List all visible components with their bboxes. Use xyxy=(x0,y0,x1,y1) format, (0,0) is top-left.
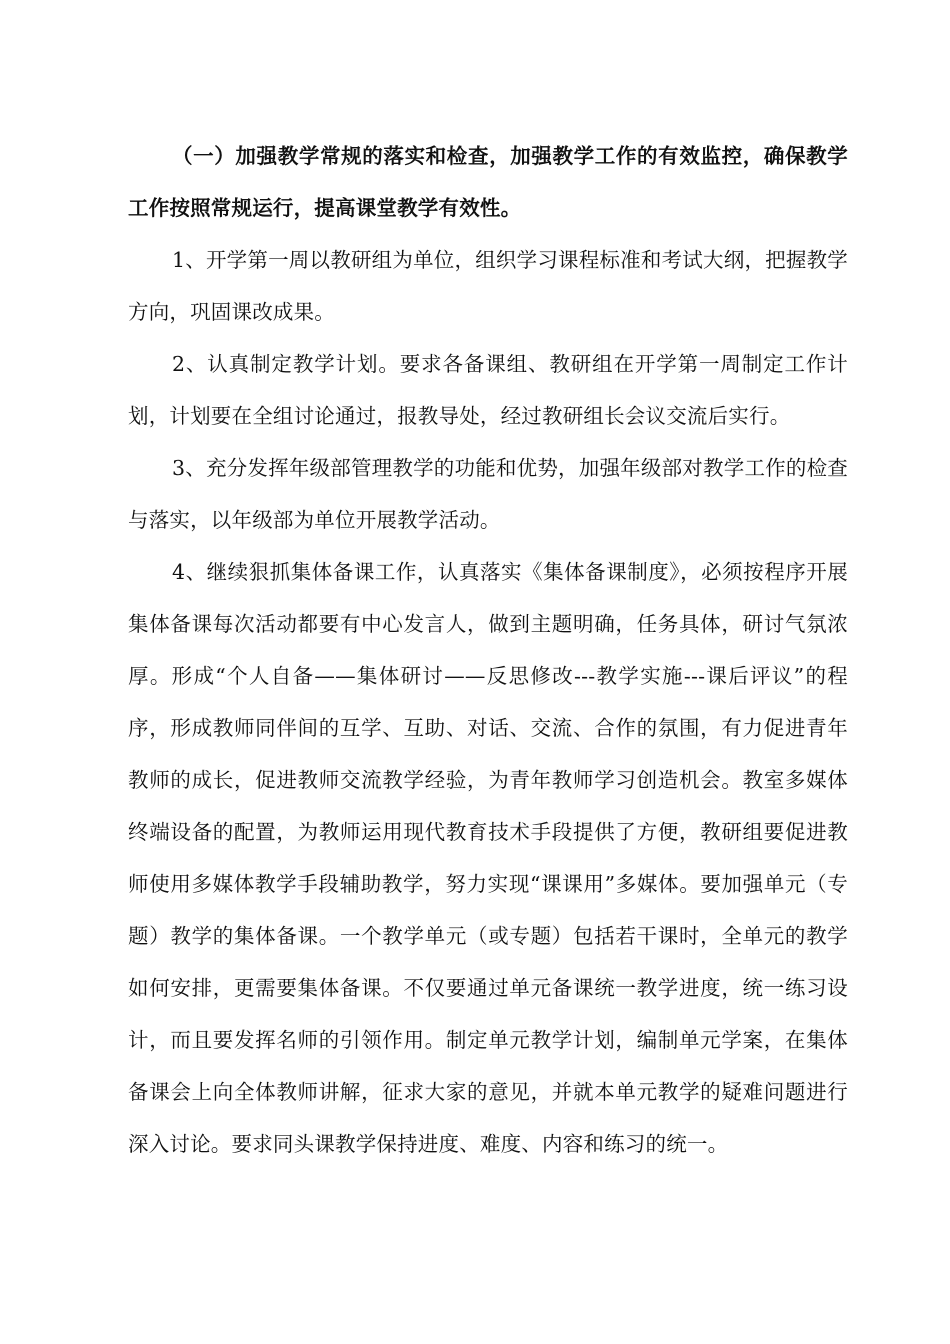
section-heading: （一）加强教学常规的落实和检查，加强教学工作的有效监控，确保教学工作按照常规运行，提高课堂教学有效性。 xyxy=(128,144,848,220)
paragraph-2: 2、认真制定教学计划。要求各备课组、教研组在开学第一周制定工作计划，计划要在全组讨论通过，报教导处，经过教研组长会议交流后实行。 xyxy=(128,352,848,428)
paragraph-3: 3、充分发挥年级部管理教学的功能和优势，加强年级部对教学工作的检查与落实，以年级部为单位开展教学活动。 xyxy=(128,456,848,532)
paragraph-1: 1、开学第一周以教研组为单位，组织学习课程标准和考试大纲，把握教学方向，巩固课改成果。 xyxy=(128,248,848,324)
paragraph-4: 4、继续狠抓集体备课工作，认真落实《集体备课制度》，必须按程序开展集体备课每次活动都要有中心发言人，做到主题明确，任务具体，研讨气氛浓厚。形成“个人自备——集体研讨——反思修改---教学实施---课后评议”的程序，形成教师同伴间的互学、互助、对话、交流、合作的氛围，有力促进青年教师的成长，促进教师交流教学经验，为青年教师学习创造机会。教室多媒体终端设备的配置，为教师运用现代教育技术手段提供了方便，教研组要促进教师使用多媒体教学手段辅助教学，努力实现“课课用”多媒体。要加强单元（专题）教学的集体备课。一个教学单元（或专题）包括若干课时，全单元的教学如何安排，更需要集体备课。不仅要通过单元备课统一教学进度，统一练习设计，而且要发挥名师的引领作用。制定单元教学计划，编制单元学案，在集体备课会上向全体教师讲解，征求大家的意见，并就本单元教学的疑难问题进行深入讨论。要求同头课教学保持进度、难度、内容和练习的统一。 xyxy=(128,560,848,1156)
document-body xyxy=(128,130,848,1170)
